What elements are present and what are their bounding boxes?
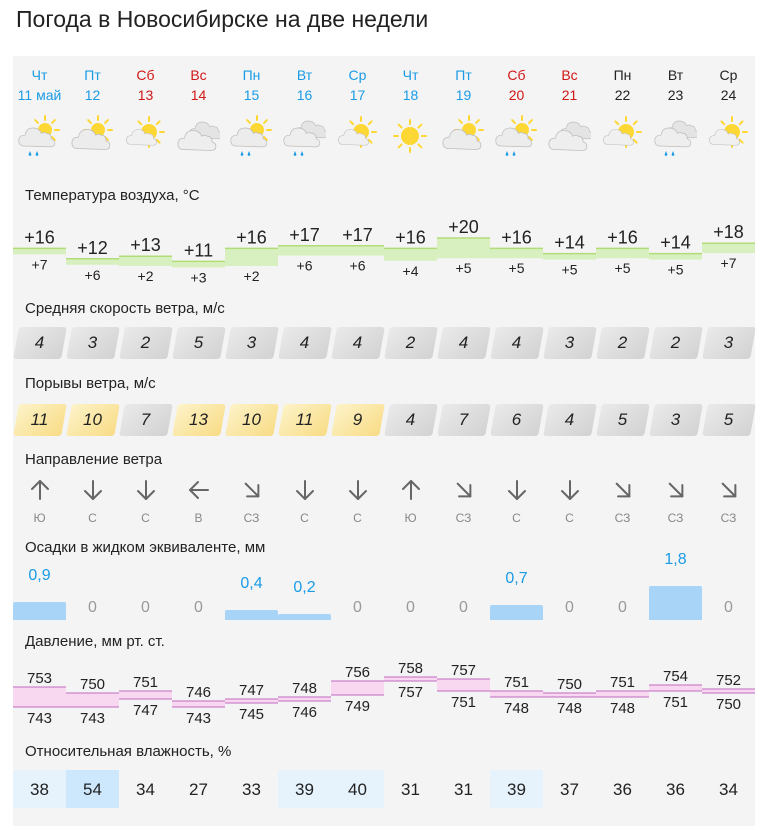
wind-gusts-title: Порывы ветра, м/с bbox=[25, 375, 156, 392]
temperature-min: +4 bbox=[402, 262, 419, 279]
humidity-value: 37 bbox=[560, 780, 579, 799]
day-name: Пт bbox=[84, 67, 101, 83]
precipitation-title: Осадки в жидком эквиваленте, мм bbox=[25, 539, 266, 556]
temperature-min: +2 bbox=[243, 268, 260, 284]
temperature-bar bbox=[649, 254, 702, 260]
temperature-min: +2 bbox=[137, 268, 154, 284]
temperature-max: +16 bbox=[236, 227, 267, 248]
pressure-min: 746 bbox=[291, 704, 318, 721]
day-name: Чт bbox=[31, 67, 48, 83]
pressure-bar bbox=[649, 685, 702, 691]
humidity-value: 34 bbox=[136, 780, 155, 799]
wind-direction-label: С bbox=[300, 511, 309, 525]
pressure-bar bbox=[702, 689, 755, 693]
pressure-bar bbox=[543, 693, 596, 697]
precipitation-value: 0 bbox=[194, 599, 203, 616]
temperature-min: +3 bbox=[190, 269, 207, 285]
wind-arrow-icon bbox=[346, 478, 370, 502]
pressure-max: 756 bbox=[344, 664, 371, 681]
wind-value: 5 bbox=[193, 333, 204, 352]
temperature-max: +13 bbox=[130, 235, 161, 256]
temperature-max: +20 bbox=[448, 217, 479, 237]
precipitation-value: 0 bbox=[88, 599, 97, 616]
partly-sunny-icon bbox=[600, 114, 644, 160]
wind-value: 11 bbox=[295, 410, 314, 429]
day-date: 21 bbox=[561, 87, 578, 103]
pressure-bar bbox=[13, 687, 66, 707]
pressure-bar bbox=[278, 697, 331, 701]
day-date: 13 bbox=[137, 87, 154, 103]
humidity-value: 34 bbox=[719, 780, 738, 799]
wind-direction-label: В bbox=[194, 511, 203, 525]
wind-value: 3 bbox=[723, 333, 734, 352]
temperature-max: +11 bbox=[183, 240, 214, 261]
day-date: 22 bbox=[614, 87, 631, 103]
temperature-bar bbox=[13, 248, 66, 254]
pressure-min: 745 bbox=[238, 706, 265, 723]
pressure-bar bbox=[66, 693, 119, 707]
day-name: Ср bbox=[719, 67, 738, 83]
humidity-value: 36 bbox=[613, 780, 632, 799]
pressure-bar bbox=[596, 691, 649, 697]
temperature-min: +6 bbox=[349, 257, 366, 274]
wind-direction-label: Ю bbox=[404, 511, 417, 525]
page-title: Погода в Новосибирске на две недели bbox=[16, 6, 429, 32]
day-date: 17 bbox=[349, 87, 366, 103]
wind-value: 4 bbox=[405, 410, 416, 429]
day-name: Пн bbox=[613, 67, 632, 83]
wind-value: 2 bbox=[405, 333, 416, 352]
wind-value: 4 bbox=[511, 333, 522, 352]
wind-value: 3 bbox=[87, 333, 98, 352]
pressure-min: 751 bbox=[662, 694, 689, 711]
pressure-bar bbox=[490, 691, 543, 697]
temperature-max: +12 bbox=[77, 237, 108, 258]
temperature-bar bbox=[172, 261, 225, 267]
wind-arrow-icon bbox=[187, 478, 211, 502]
wind-avg-title: Средняя скорость ветра, м/с bbox=[25, 300, 225, 317]
wind-direction-label: С bbox=[88, 511, 97, 525]
wind-value: 2 bbox=[670, 333, 681, 352]
temperature-bar bbox=[331, 246, 384, 256]
temperature-max: +16 bbox=[501, 227, 532, 248]
wind-value: 3 bbox=[246, 333, 257, 352]
pressure-bar bbox=[384, 677, 437, 681]
day-date: 12 bbox=[84, 87, 101, 103]
pressure-min: 749 bbox=[344, 698, 371, 715]
partly-cloudy-icon bbox=[441, 114, 485, 160]
pressure-min: 743 bbox=[79, 710, 106, 727]
precipitation-value: 0,4 bbox=[240, 575, 263, 593]
cloudy-rain-icon bbox=[282, 114, 326, 160]
pressure-max: 751 bbox=[503, 674, 530, 691]
temperature-min: +6 bbox=[296, 257, 313, 274]
precipitation-value: 0 bbox=[618, 599, 627, 616]
temperature-title: Температура воздуха, °C bbox=[25, 187, 200, 204]
wind-value: 4 bbox=[299, 333, 310, 352]
pressure-max: 753 bbox=[26, 670, 53, 687]
partly-cloudy-rain-icon bbox=[229, 114, 273, 160]
wind-direction-label: СЗ bbox=[243, 511, 260, 525]
day-name: Ср bbox=[348, 67, 367, 83]
temperature-max: +16 bbox=[24, 227, 55, 248]
partly-sunny-icon bbox=[123, 114, 167, 160]
wind-value: 4 bbox=[458, 333, 469, 352]
day-date: 20 bbox=[508, 87, 525, 103]
wind-direction-label: С bbox=[565, 511, 574, 525]
wind-value: 5 bbox=[723, 410, 734, 429]
wind-direction-label: С bbox=[512, 511, 521, 525]
partly-sunny-icon bbox=[706, 114, 750, 160]
sunny-icon bbox=[388, 114, 432, 160]
temperature-bar bbox=[702, 243, 755, 253]
day-name: Сб bbox=[136, 67, 155, 83]
wind-arrow-icon bbox=[558, 478, 582, 502]
day-name: Пт bbox=[455, 67, 472, 83]
wind-arrow-icon bbox=[399, 478, 423, 502]
pressure-max: 754 bbox=[662, 668, 689, 685]
wind-value: 7 bbox=[458, 410, 469, 429]
pressure-bar bbox=[331, 681, 384, 695]
wind-direction-label: СЗ bbox=[614, 511, 631, 525]
wind-arrow-icon bbox=[134, 478, 158, 502]
precipitation-value: 1,8 bbox=[664, 551, 687, 569]
temperature-max: +17 bbox=[342, 224, 373, 245]
humidity-value: 39 bbox=[295, 780, 314, 799]
temperature-min: +7 bbox=[31, 256, 48, 273]
pressure-max: 750 bbox=[556, 676, 583, 693]
temperature-bar bbox=[437, 238, 490, 258]
humidity-value: 36 bbox=[666, 780, 685, 799]
day-date: 11 май bbox=[17, 87, 62, 103]
wind-direction-label: СЗ bbox=[455, 511, 472, 525]
wind-direction-label: СЗ bbox=[720, 511, 737, 525]
precipitation-value: 0 bbox=[565, 599, 574, 616]
precipitation-value: 0,9 bbox=[28, 566, 51, 584]
precipitation-value: 0 bbox=[724, 599, 733, 616]
wind-arrow-icon bbox=[505, 478, 529, 502]
humidity-value: 39 bbox=[507, 780, 526, 799]
temperature-bar bbox=[490, 248, 543, 258]
humidity-value: 31 bbox=[401, 780, 420, 799]
wind-value: 2 bbox=[617, 333, 628, 352]
day-name: Вт bbox=[667, 67, 684, 83]
cloudy-icon bbox=[547, 114, 591, 160]
temperature-bar bbox=[119, 256, 172, 266]
temperature-bar bbox=[384, 248, 437, 260]
pressure-max: 747 bbox=[238, 682, 265, 699]
precipitation-value: 0 bbox=[406, 599, 415, 616]
pressure-min: 743 bbox=[185, 710, 212, 727]
temperature-bar bbox=[225, 248, 278, 266]
wind-value: 10 bbox=[83, 410, 102, 429]
temperature-min: +5 bbox=[561, 261, 578, 278]
pressure-min: 748 bbox=[556, 700, 583, 717]
humidity-title: Относительная влажность, % bbox=[25, 743, 232, 760]
precipitation-value: 0,2 bbox=[293, 578, 316, 596]
precipitation-bar bbox=[490, 605, 543, 620]
temperature-max: +16 bbox=[607, 227, 638, 248]
pressure-min: 757 bbox=[397, 684, 424, 701]
humidity-value: 38 bbox=[30, 780, 49, 799]
precipitation-bar bbox=[649, 586, 702, 620]
temperature-max: +14 bbox=[554, 232, 585, 253]
pressure-bar bbox=[119, 691, 172, 699]
pressure-min: 750 bbox=[715, 696, 742, 713]
wind-direction-title: Направление ветра bbox=[25, 451, 163, 468]
wind-value: 5 bbox=[617, 410, 628, 429]
day-date: 14 bbox=[190, 87, 207, 103]
pressure-chart bbox=[13, 653, 755, 733]
humidity-value: 40 bbox=[348, 780, 367, 799]
temperature-max: +17 bbox=[289, 224, 320, 245]
pressure-max: 752 bbox=[715, 672, 742, 689]
humidity-value: 33 bbox=[242, 780, 261, 799]
wind-arrow-icon bbox=[717, 478, 741, 502]
pressure-bar bbox=[225, 699, 278, 703]
day-date: 24 bbox=[720, 87, 737, 103]
day-date: 18 bbox=[402, 87, 419, 103]
pressure-max: 746 bbox=[185, 684, 212, 701]
pressure-max: 750 bbox=[79, 676, 106, 693]
temperature-max: +14 bbox=[660, 232, 691, 253]
day-name: Чт bbox=[402, 67, 419, 83]
pressure-min: 748 bbox=[503, 700, 530, 717]
wind-value: 13 bbox=[189, 410, 208, 429]
pressure-bar bbox=[172, 701, 225, 707]
day-name: Вт bbox=[296, 67, 313, 83]
wind-value: 10 bbox=[242, 410, 261, 429]
precipitation-value: 0,7 bbox=[505, 570, 528, 588]
wind-value: 2 bbox=[140, 333, 151, 352]
wind-direction-label: С bbox=[353, 511, 362, 525]
partly-sunny-icon bbox=[335, 114, 379, 160]
pressure-min: 748 bbox=[609, 700, 636, 717]
pressure-max: 751 bbox=[132, 674, 159, 691]
pressure-max: 751 bbox=[609, 674, 636, 691]
wind-direction-label: Ю bbox=[33, 511, 46, 525]
precipitation-value: 0 bbox=[353, 599, 362, 616]
temperature-bar bbox=[596, 248, 649, 258]
pressure-min: 747 bbox=[132, 702, 159, 719]
pressure-title: Давление, мм рт. ст. bbox=[25, 633, 165, 650]
temperature-bar bbox=[278, 246, 331, 256]
day-name: Пн bbox=[242, 67, 261, 83]
precipitation-value: 0 bbox=[141, 599, 150, 616]
cloudy-icon bbox=[176, 114, 220, 160]
temperature-min: +5 bbox=[455, 260, 472, 277]
wind-arrow-icon bbox=[81, 478, 105, 502]
temperature-min: +5 bbox=[667, 261, 684, 278]
temperature-min: +5 bbox=[508, 260, 525, 277]
wind-arrow-icon bbox=[28, 478, 52, 502]
temperature-max: +16 bbox=[395, 227, 426, 248]
wind-value: 4 bbox=[564, 410, 575, 429]
humidity-value: 31 bbox=[454, 780, 473, 799]
humidity-value: 54 bbox=[83, 780, 102, 799]
temperature-chart bbox=[13, 210, 755, 285]
day-name: Сб bbox=[507, 67, 526, 83]
pressure-max: 757 bbox=[450, 662, 477, 679]
day-name: Вс bbox=[190, 67, 207, 83]
pressure-bar bbox=[437, 679, 490, 691]
wind-direction-label: СЗ bbox=[667, 511, 684, 525]
day-name: Вс bbox=[561, 67, 578, 83]
wind-arrow-icon bbox=[240, 478, 264, 502]
pressure-max: 748 bbox=[291, 680, 318, 697]
cloudy-rain-icon bbox=[653, 114, 697, 160]
precipitation-bar bbox=[225, 610, 278, 620]
temperature-max: +18 bbox=[713, 222, 744, 243]
wind-arrow-icon bbox=[293, 478, 317, 502]
temperature-min: +6 bbox=[84, 266, 101, 283]
wind-arrow-icon bbox=[611, 478, 635, 502]
temperature-bar bbox=[66, 259, 119, 265]
pressure-min: 751 bbox=[450, 694, 477, 711]
partly-cloudy-icon bbox=[70, 114, 114, 160]
precipitation-bar bbox=[278, 614, 331, 620]
wind-value: 7 bbox=[140, 410, 151, 429]
day-date: 19 bbox=[455, 87, 472, 103]
day-date: 23 bbox=[667, 87, 684, 103]
temperature-min: +5 bbox=[614, 260, 631, 277]
temperature-min: +7 bbox=[720, 255, 737, 271]
wind-direction-label: С bbox=[141, 511, 150, 525]
wind-value: 3 bbox=[564, 333, 575, 352]
partly-cloudy-rain-icon bbox=[17, 114, 61, 160]
day-date: 15 bbox=[243, 87, 260, 103]
humidity-value: 27 bbox=[189, 780, 208, 799]
wind-value: 4 bbox=[34, 333, 45, 352]
pressure-max: 758 bbox=[397, 660, 424, 677]
wind-value: 6 bbox=[511, 410, 522, 429]
precipitation-value: 0 bbox=[459, 599, 468, 616]
wind-arrow-icon bbox=[452, 478, 476, 502]
wind-value: 4 bbox=[352, 333, 363, 352]
wind-value: 9 bbox=[352, 410, 363, 429]
day-date: 16 bbox=[296, 87, 313, 103]
wind-value: 3 bbox=[670, 410, 681, 429]
precipitation-bar bbox=[13, 602, 66, 620]
wind-arrow-icon bbox=[664, 478, 688, 502]
pressure-min: 743 bbox=[26, 710, 53, 727]
partly-cloudy-rain-icon bbox=[494, 114, 538, 160]
temperature-bar bbox=[543, 254, 596, 260]
wind-value: 11 bbox=[30, 410, 49, 429]
